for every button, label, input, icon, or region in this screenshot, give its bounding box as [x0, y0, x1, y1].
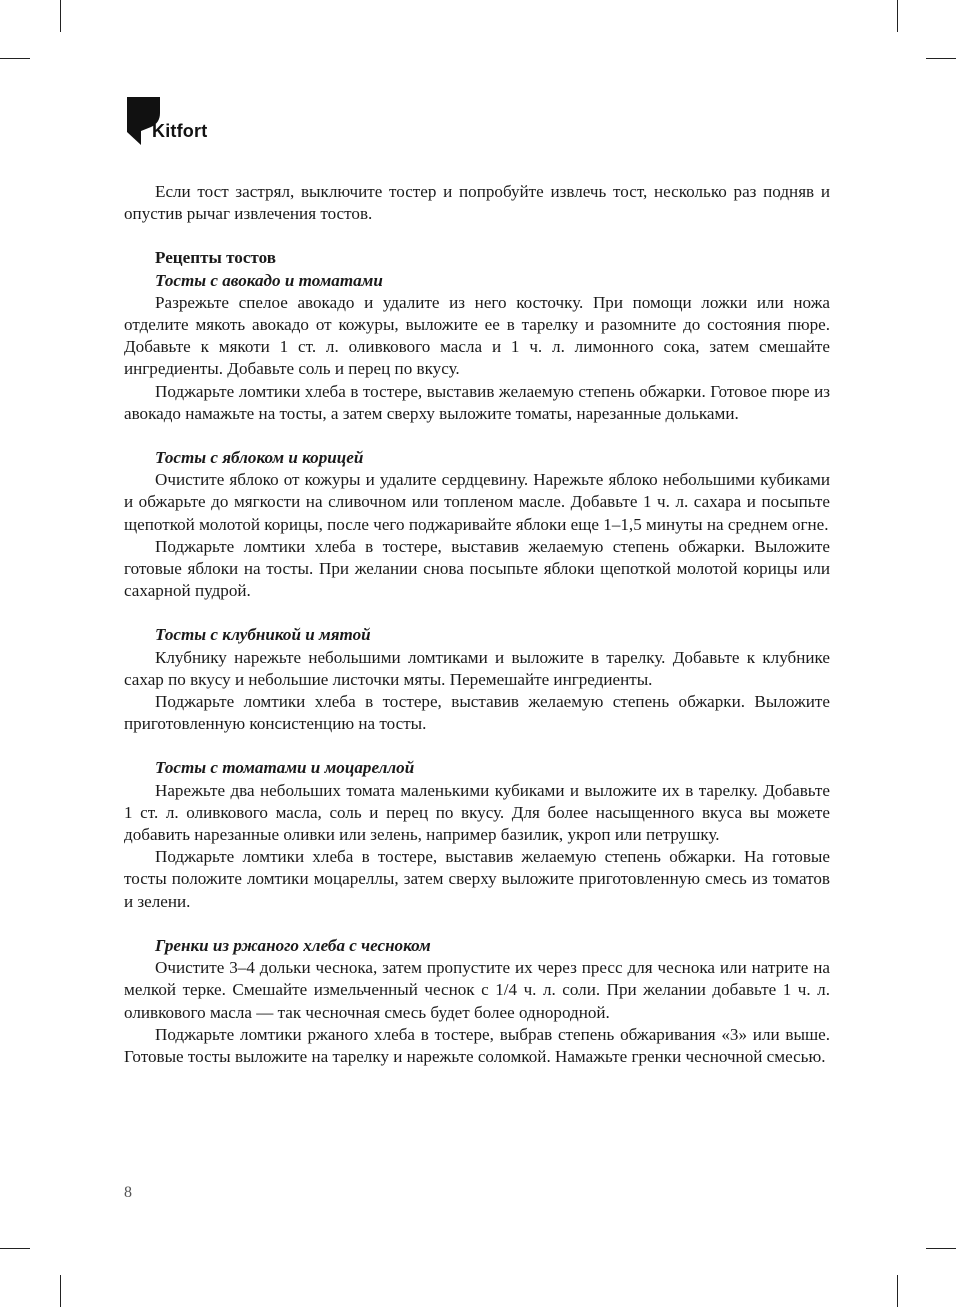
recipe-title: Тосты с томатами и моцареллой — [155, 758, 415, 778]
recipe-paragraph: Поджарьте ломтики хлеба в тостере, выставив желаемую степень обжарки. Выложите готовые яблоки на тосты. При желании снова посыпьте яблоки щепоткой молотой корицы или сахарной пудрой. — [124, 536, 830, 601]
recipe-paragraph: Нарежьте два небольших томата маленькими кубиками и выложите их в тарелку. Добавьте 1 ст. л. оливкового масла, соль и перец по вкусу. Для более насыщенного вкуса вы можете добавить нарезанные оливки или зелень, например базилик, укроп или петрушку. — [124, 780, 830, 845]
recipe-paragraph: Поджарьте ломтики хлеба в тостере, выставив желаемую степень обжарки. Выложите приготовленную консистенцию на тосты. — [124, 692, 830, 734]
crop-mark — [60, 0, 61, 32]
recipe-title: Тосты с клубникой и мятой — [155, 625, 371, 645]
recipe — [124, 447, 830, 602]
crop-mark — [897, 1275, 898, 1307]
recipe — [124, 270, 830, 425]
recipe-paragraph: Поджарьте ломтики ржаного хлеба в тостере, выбрав степень обжаривания «3» или выше. Готовые тосты выложите на тарелку и нарежьте соломкой. Намажьте гренки чесночной смесью. — [124, 1024, 830, 1066]
recipe-paragraph: Очистите 3–4 дольки чеснока, затем пропустите их через пресс для чеснока или натрите на мелкой терке. Смешайте измельченный чеснок с 1/4 ч. л. соли. При желании добавьте 1 ч. л. оливкового масла — так чесночная смесь будет более однородной. — [124, 958, 830, 1022]
recipe-paragraph: Разрежьте спелое авокадо и удалите из него косточку. При помощи ложки или ножа отделите мякоть авокадо от кожуры, выложите ее в тарелку и разомните до состояния пюре. Добавьте к мякоти 1 ст. л. оливкового масла и 1 ч. л. лимонного сока, затем смешайте ингредиенты. Добавьте соль и перец по вкусу. — [124, 292, 830, 379]
recipe-title: Гренки из ржаного хлеба с чесноком — [155, 935, 431, 955]
recipe-paragraph: Клубнику нарежьте небольшими ломтиками и выложите в тарелку. Добавьте к клубнике сахар по вкусу и небольшие листочки мяты. Перемешайте ингредиенты. — [124, 647, 830, 689]
recipe — [124, 935, 830, 1068]
crop-mark — [897, 0, 898, 32]
recipe-title: Тосты с яблоком и корицей — [155, 448, 364, 468]
crop-mark — [60, 1275, 61, 1307]
intro-paragraph: Если тост застрял, выключите тостер и попробуйте извлечь тост, несколько раз подняв и опустив рычаг извлечения тостов. — [124, 182, 830, 224]
recipe-paragraph: Очистите яблоко от кожуры и удалите сердцевину. Нарежьте яблоко небольшими кубиками и обжарьте до мягкости на сливочном или топленом масле. Добавьте 1 ч. л. сахара и посыпьте щепоткой молотой корицы, после чего поджаривайте яблоки еще 1–1,5 минуты на среднем огне. — [124, 470, 830, 534]
crop-mark — [0, 1248, 30, 1249]
page-number: 8 — [124, 1184, 132, 1201]
recipe-title: Тосты с авокадо и томатами — [155, 270, 383, 290]
recipe — [124, 757, 830, 912]
page-content — [124, 181, 830, 1068]
brand-name: Kitfort — [152, 121, 208, 141]
section-title: Рецепты тостов — [155, 248, 276, 268]
crop-mark — [926, 1248, 956, 1249]
recipe — [124, 624, 830, 735]
recipe-paragraph: Поджарьте ломтики хлеба в тостере, выставив желаемую степень обжарки. Готовое пюре из авокадо намажьте на тосты, а затем сверху выложите томаты, нарезанные дольками. — [124, 381, 830, 423]
crop-mark — [926, 58, 956, 59]
crop-mark — [0, 58, 30, 59]
recipe-paragraph: Поджарьте ломтики хлеба в тостере, выставив желаемую степень обжарки. На готовые тосты положите ломтики моцареллы, затем сверху выложите приготовленную смесь из томатов и зелени. — [124, 847, 830, 911]
